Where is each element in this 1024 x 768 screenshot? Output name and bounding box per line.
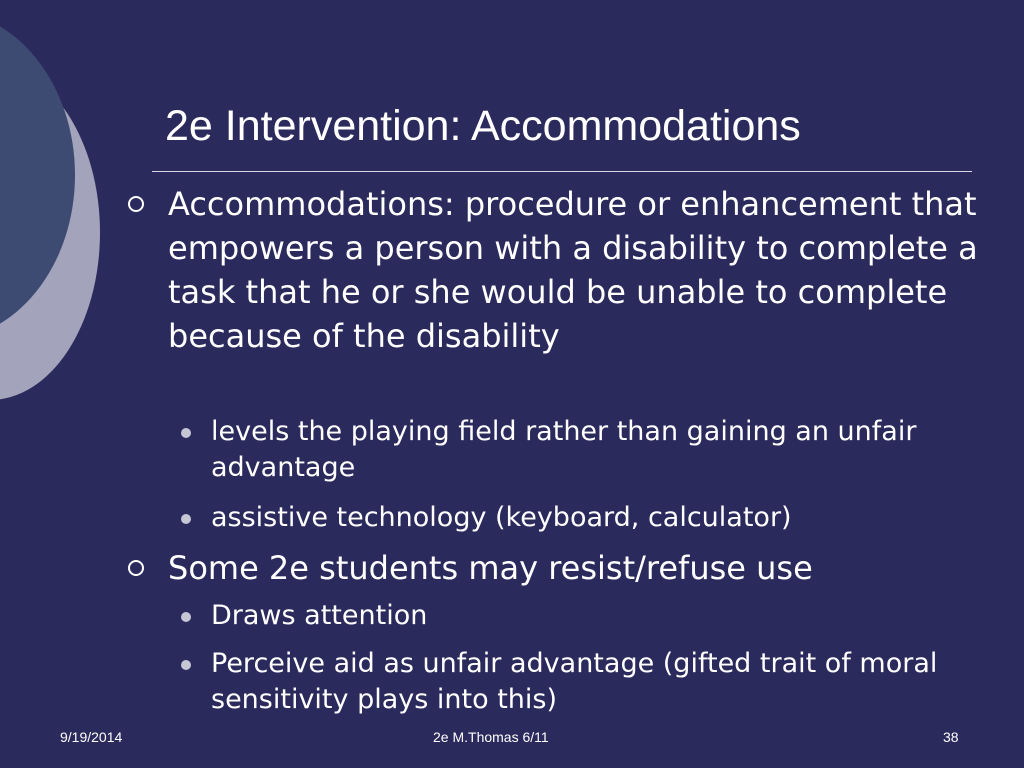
dot-bullet-icon: [181, 612, 191, 622]
sub-bullet-levels-playing-field: [211, 414, 1016, 486]
hollow-circle-bullet-icon: [128, 196, 144, 212]
footer-date: 9/19/2014: [60, 729, 123, 745]
footer-text: 2e M.Thomas 6/11: [433, 729, 549, 745]
dot-bullet-icon: [181, 660, 191, 670]
slide-number: 38: [943, 729, 959, 745]
sub-bullet-text: Draws attention: [211, 600, 428, 631]
sub-bullet-text: assistive technology (keyboard, calculator): [211, 502, 792, 533]
bullet-students-resist: [168, 546, 1013, 590]
bullet-text: Some 2e students may resist/refuse use: [168, 549, 813, 587]
dot-bullet-icon: [181, 428, 191, 438]
sub-bullet-text: levels the playing field rather than gaining an unfair advantage: [211, 416, 917, 483]
bullet-accommodations-definition: [168, 182, 1013, 358]
bullet-text: Accommodations: procedure or enhancement that empowers a person with a disability to complete a task that he or she would be unable to complete because of the disability: [168, 185, 978, 355]
sub-bullet-text: Perceive aid as unfair advantage (gifted trait of moral sensitivity plays into this): [211, 648, 938, 715]
dot-bullet-icon: [181, 514, 191, 524]
sub-bullet-perceive-aid: [211, 646, 1016, 718]
sub-bullet-assistive-technology: [211, 500, 1016, 536]
slide-title: 2e Intervention: Accommodations: [165, 102, 801, 150]
hollow-circle-bullet-icon: [128, 560, 144, 576]
sub-bullet-draws-attention: [211, 598, 1016, 634]
